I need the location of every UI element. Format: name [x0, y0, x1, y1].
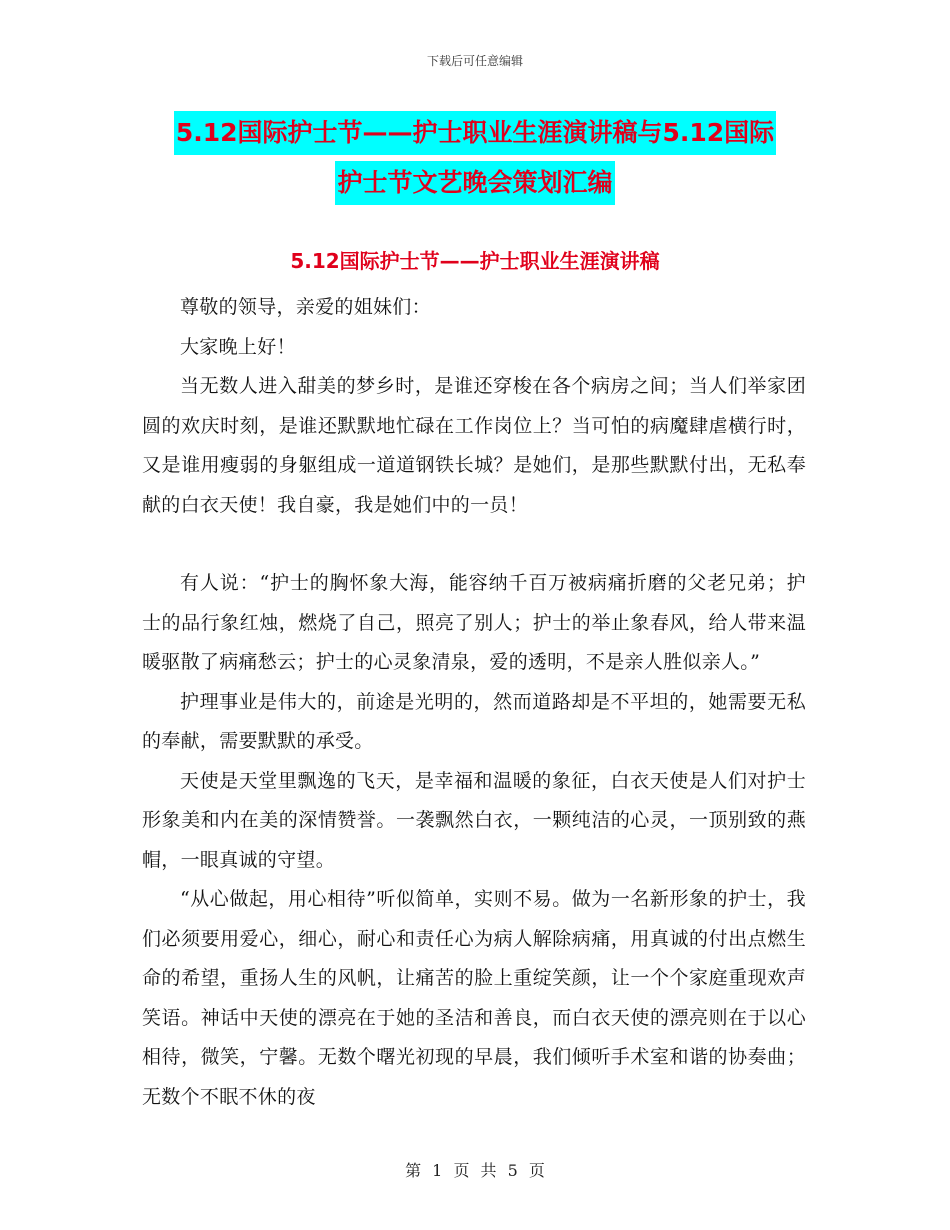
paragraph: 有人说：“护士的胸怀象大海，能容纳千百万被病痛折磨的父老兄弟；护士的品行象红烛，燃烧了自己，照亮了别人；护士的举止象春风，给人带来温暖驱散了病痛愁云；护士的心灵象清泉，爱的透明，不是亲人胜似亲人。” — [142, 572, 806, 673]
title-line-1: 5.12国际护士节——护士职业生涯演讲稿与5.12国际 — [174, 111, 776, 155]
page-footer: 第 1 页 共 5 页 — [405, 1161, 545, 1180]
paragraph: 天使是天堂里飘逸的飞天，是幸福和温暖的象征，白衣天使是人们对护士形象美和内在美的深情赞誉。一袭飘然白衣，一颗纯洁的心灵，一顶别致的燕帽，一眼真诚的守望。 — [142, 769, 806, 871]
section-title: 5.12国际护士节——护士职业生涯演讲稿 — [290, 249, 660, 273]
paragraph-greeting: 尊敬的领导，亲爱的姐妹们： — [180, 296, 431, 318]
paragraph: 护理事业是伟大的，前途是光明的，然而道路却是不平坦的，她需要无私的奉献，需要默默的承受。 — [142, 690, 806, 752]
title-line-2: 护士节文艺晚会策划汇编 — [335, 161, 614, 205]
paragraph: 当无数人进入甜美的梦乡时，是谁还穿梭在各个病房之间；当人们举家团圆的欢庆时刻，是谁还默默地忙碌在工作岗位上？当可怕的病魔肆虐横行时，又是谁用瘦弱的身躯组成一道道钢铁长城？是她们，是那些默默付出，无私奉献的白衣天使！我自豪，我是她们中的一员！ — [142, 375, 806, 516]
document-body — [142, 288, 806, 1117]
header-note: 下载后可任意编辑 — [426, 54, 523, 68]
paragraph-salutation: 大家晚上好！ — [180, 335, 296, 358]
document-title — [0, 108, 950, 208]
paragraph: “从心做起，用心相待”听似简单，实则不易。做为一名新形象的护士，我们必须要用爱心，细心，耐心和责任心为病人解除病痛，用真诚的付出点燃生命的希望，重扬人生的风帆，让痛苦的脸上重绽笑颜，让一个个家庭重现欢声笑语。神话中天使的漂亮在于她的圣洁和善良，而白衣天使的漂亮则在于以心相待，微笑，宁馨。无数个曙光初现的早晨，我们倾听手术室和谐的协奏曲；无数个不眠不休的夜 — [142, 888, 806, 1108]
